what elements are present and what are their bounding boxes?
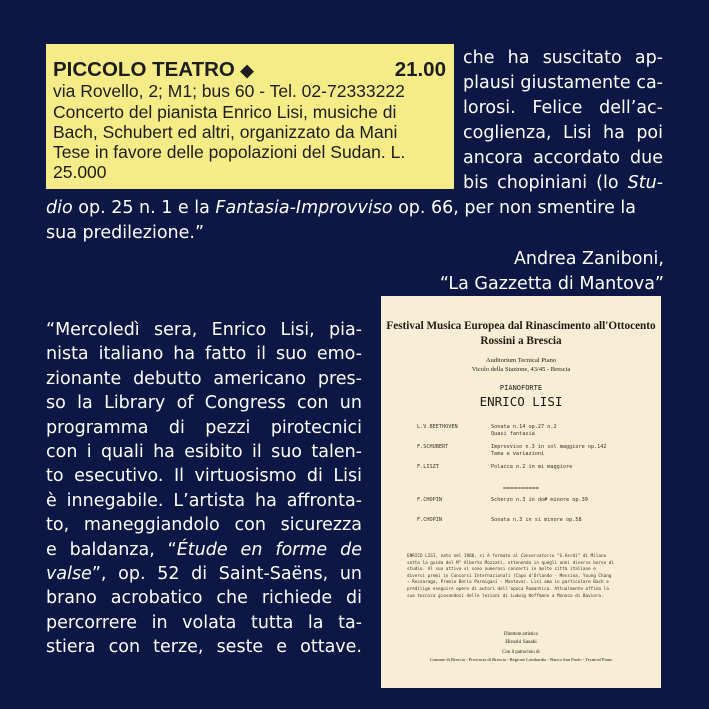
bio-line: - Recoaraga, Premio Berio Parmigani - Mantova). Lisi ama in particolare Bach e	[407, 580, 609, 586]
review1-line: sua predilezione.”	[46, 223, 205, 243]
review1-line: ancora accordato due	[463, 148, 663, 168]
clipping-line: 25.000	[53, 162, 107, 183]
program-subtitle: Tema e variazioni	[491, 451, 545, 457]
program-composer: F.CHOPIN	[417, 497, 442, 503]
review2-line: zionante debutto americano pres-	[46, 368, 362, 389]
clipping-line: Concerto del pianista Enrico Lisi, musiche di	[53, 101, 397, 122]
poster-performer: ENRICO LISI	[479, 394, 563, 409]
program-work: Improvviso n.3 in sol maggiore op.142	[491, 444, 607, 450]
concert-poster	[381, 296, 661, 688]
poster-patronage: Comune di Brescia - Provincia di Brescia - Regione Lombardia - Banco San Paolo - Tecnical Piano	[429, 657, 613, 662]
review2-line: nista italiano ha fatto il suo emo-	[46, 344, 362, 365]
review2-line: è innegabile. L’artista ha affronta-	[46, 490, 362, 511]
poster-instrument: PIANOFORTE	[499, 384, 543, 392]
bio-line: sua tecnica giovandosi delle lezioni di Ludwig Hoffmann a Monaco di Baviera.	[407, 593, 604, 599]
poster-venue: Auditorium Tecnical Piano	[485, 357, 557, 364]
clipping-header	[53, 60, 446, 81]
review2-line: e baldanza, “Étude en forme de	[46, 539, 362, 560]
poster-subtitle: Rossini a Brescia	[480, 335, 562, 347]
clipping-line: Tese in favore delle popolazioni del Sudan. L.	[53, 142, 406, 163]
bio-line: sotto la guida del M° Alberto Mozzati, ottenendo in quegli anni diverse borse di	[407, 560, 614, 566]
poster-director-label: Direttore artistico	[504, 632, 538, 637]
review1-author: Andrea Zaniboni,	[513, 249, 664, 269]
program-composer: L.V.BEETHOVEN	[417, 424, 458, 430]
bio-line: diversi premi in Concorsi Internazionali (Capo d'Orlando - Messina, Young Chang	[407, 573, 612, 579]
clipping-line: via Rovello, 2; M1; bus 60 - Tel. 02-72333222	[53, 81, 405, 102]
program-composer: F.CHOPIN	[417, 517, 442, 523]
review2-line: valse”, op. 52 di Saint-Saëns, un	[46, 564, 362, 584]
poster-address: Vicolo della Stazione, 43/45 - Brescia	[471, 366, 571, 373]
program-composer: F.LISZT	[417, 464, 439, 470]
review1-line: plausi giustamente ca-	[463, 73, 663, 93]
clipping-venue: PICCOLO TEATRO	[53, 58, 235, 81]
poster-separator: ==========	[502, 485, 540, 492]
review1-line: lorosi. Felice dell’ac-	[463, 98, 663, 118]
review2-line: so la Library of Congress con un	[46, 393, 362, 414]
review1-line: coglienza, Lisi ha poi	[463, 123, 663, 143]
bio-line: ENRICO LISI, nato nel 1968, si è formato al Conservatorio "G.Verdi" di Milano	[407, 554, 607, 559]
clipping-time: 21.00	[394, 58, 446, 81]
poster-patronage-label: Con il patrocinio di	[502, 650, 540, 655]
program-work: Sonata n.3 in si minore op.58	[491, 517, 582, 523]
diamond-icon: ◆	[240, 61, 254, 80]
review2-line: to, maneggiandolo con sicurezza	[46, 515, 362, 536]
review2-line: stiera con terze, seste e ottave.	[46, 637, 362, 658]
review2-line: “Mercoledì sera, Enrico Lisi, pia-	[46, 320, 362, 340]
review2-line: to esecutivo. Il virtuosismo di Lisi	[46, 466, 362, 487]
review1-line: dio op. 25 n. 1 e la Fantasia-Improvviso op. 66, per non smentire la	[46, 198, 636, 218]
bio-line: studio. Al suo attivo vi sono numerosi concerti in molte città italiane e	[407, 567, 596, 573]
poster-title: Festival Musica Europea dal Rinascimento all'Ottocento	[386, 320, 656, 332]
review1-line: bis chopiniani (lo Stu-	[463, 173, 663, 193]
review2-line: percorrere in volata tutta la ta-	[46, 612, 362, 633]
poster-director: Hiroshi Sasaki	[505, 639, 537, 645]
program-work: Polacca n.2 in mi maggiore	[491, 464, 573, 470]
program-composer: F.SCHUBERT	[417, 444, 449, 450]
program-subtitle: Quasi fantasia	[491, 431, 535, 437]
clipping-line: Bach, Schubert ed altri, organizzato da Mani	[53, 121, 398, 142]
program-work: Scherzo n.3 in do# minore op.39	[491, 497, 588, 503]
newspaper-clipping	[46, 44, 454, 189]
review2-line: con i quali ha esibito il suo talen-	[46, 442, 362, 462]
review1-source: “La Gazzetta di Mantova”	[439, 274, 664, 294]
program-work: Sonata n.14 op.27 n.2	[491, 424, 557, 430]
review2-line: brano acrobatico che richiede di	[46, 588, 362, 609]
review1-line: che ha suscitato ap-	[463, 48, 663, 68]
bio-line: predilige eseguire opere di autori dell'epoca Romantica. Attualmente affina la	[407, 587, 609, 592]
review2-line: programma di pezzi pirotecnici	[46, 417, 362, 438]
